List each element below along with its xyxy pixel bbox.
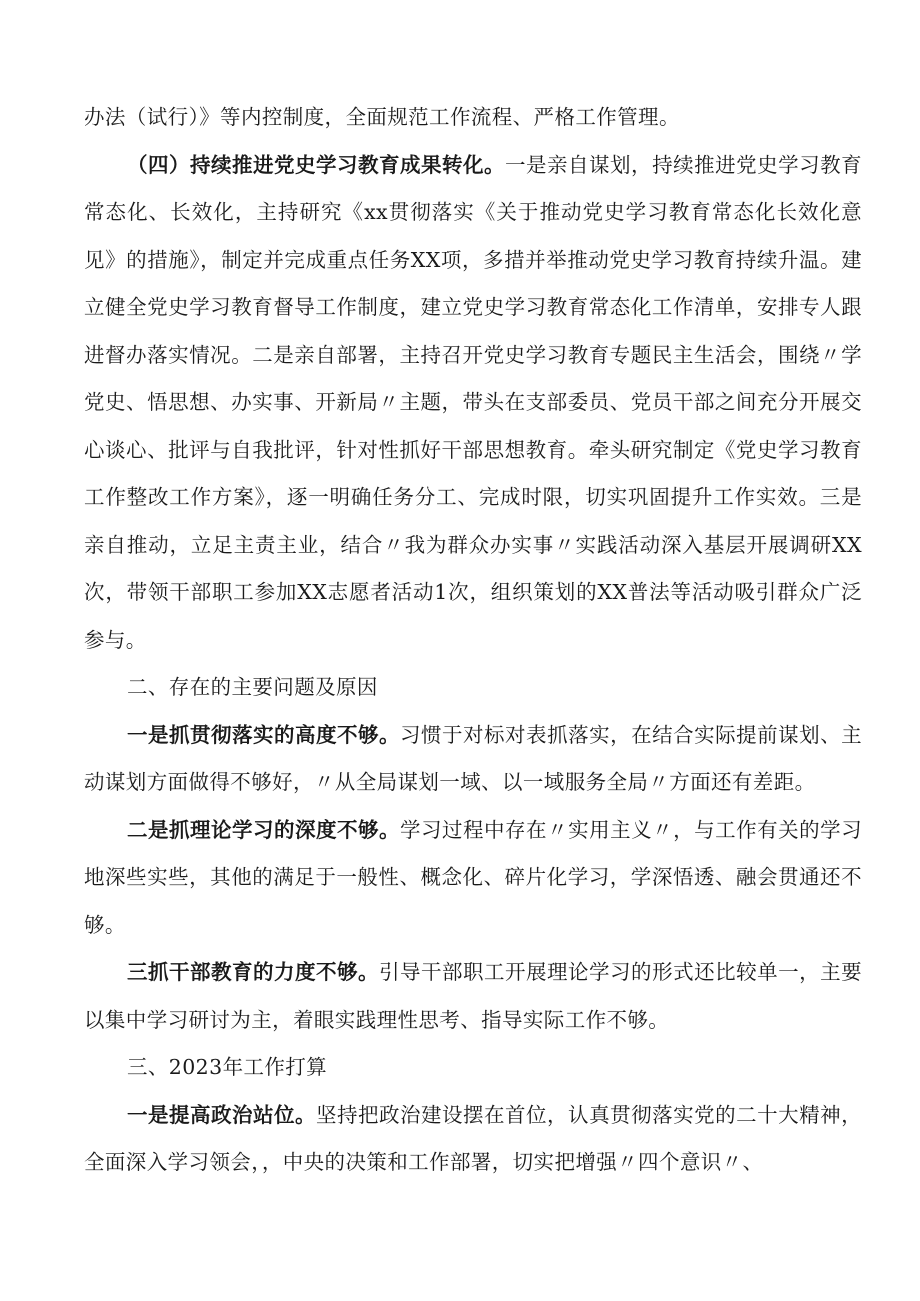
paragraph-body: 一是亲自谋划，持续推进党史学习教育常态化、长效化，主持研究《xx贯彻落实《关于推动党史学习教育常态化长效化意见》的措施》，制定并完成重点任务XX项，多措并举推动党史学习教育持续升温。建立健全党史学习教育督导工作制度，建立党史学习教育常态化工作清单，安排专人跟进督办落实情况。二是亲自部署，主持召开党史学习教育专题民主生活会，围绕〃学党史、悟思想、办实事、开新局〃主题，带头在支部委员、党员干部之间充分开展交心谈心、批评与自我批评，针对性抓好干部思想教育。牵头研究制定《党史学习教育工作整改工作方案》，逐一明确任务分工、完成时限，切实巩固提升工作实效。三是亲自推动，立足主责主业，结合〃我为群众办实事〃实践活动深入基层开展调研XX次，带领干部职工参加XX志愿者活动1次，组织策划的XX普法等活动吸引群众广泛参与。 (84, 152, 862, 652)
paragraph-lead: （四）持续推进党史学习教育成果转化。 (127, 152, 506, 177)
document-page (84, 94, 862, 1187)
paragraph-section-four (84, 142, 862, 665)
paragraph-lead: 二是抓理论学习的深度不够。 (127, 817, 401, 842)
paragraph-lead: 一是抓贯彻落实的高度不够。 (127, 722, 401, 747)
paragraph-lead: 一是提高政治站位。 (127, 1102, 317, 1127)
paragraph-plan-one (84, 1092, 862, 1187)
section-heading-plans: 三、2023年工作打算 (127, 1055, 328, 1079)
paragraph-body: 引导干部职工开展理论学习的形式还比较单一，主要以集中学习研讨为主，着眼实践理性思考、指导实际工作不够。 (84, 960, 862, 1032)
paragraph-problem-two (84, 807, 862, 950)
paragraph-body: 学习过程中存在〃实用主义〃，与工作有关的学习地深些实些，其他的满足于一般性、概念化、碎片化学习，学深悟透、融会贯通还不够。 (84, 817, 862, 937)
paragraph-problem-one (84, 712, 862, 807)
section-heading-problems: 二、存在的主要问题及原因 (127, 675, 378, 699)
paragraph-body: 习惯于对标对表抓落实，在结合实际提前谋划、主动谋划方面做得不够好，〃从全局谋划一域、以一域服务全局〃方面还有差距。 (84, 722, 862, 794)
paragraph-body: 坚持把政治建设摆在首位，认真贯彻落实党的二十大精神，全面深入学习领会，，中央的决策和工作部署，切实把增强〃四个意识〃、 (84, 1102, 862, 1174)
paragraph-problem-three (84, 949, 862, 1044)
paragraph-continuation: 办法（试行）》等内控制度，全面规范工作流程、严格工作管理。 (84, 105, 680, 129)
paragraph-lead: 三抓干部教育的力度不够。 (127, 960, 380, 984)
